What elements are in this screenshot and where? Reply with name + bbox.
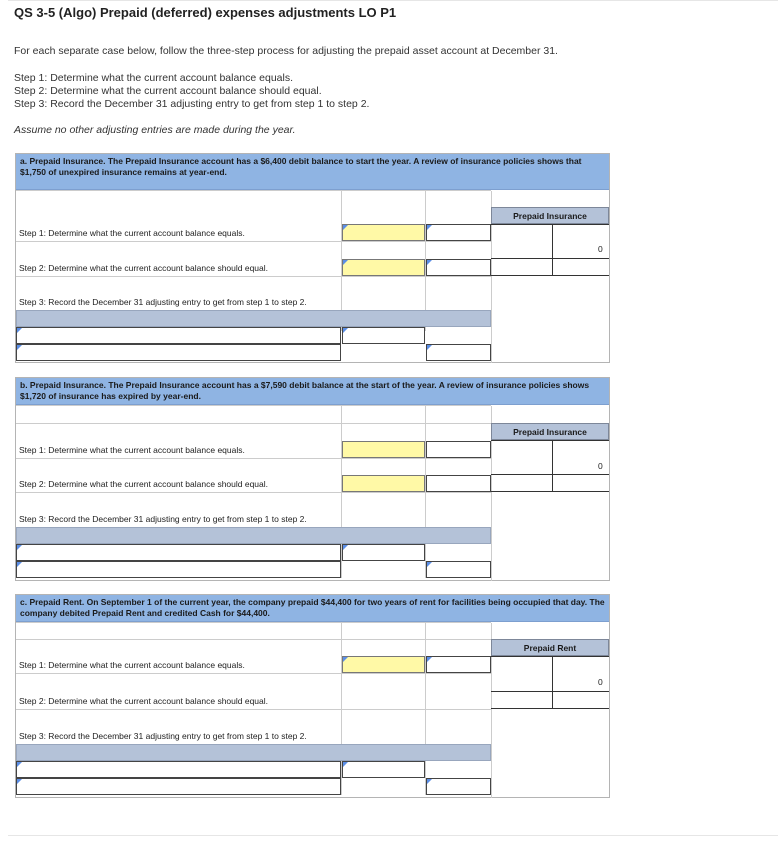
bottom-divider xyxy=(8,835,778,836)
assumption-note: Assume no other adjusting entries are made during the year. xyxy=(14,124,296,136)
section-a-journal-header-row xyxy=(16,310,491,327)
section-b-step-1-account-input[interactable] xyxy=(426,441,491,458)
section-a-journal-account-1[interactable] xyxy=(16,327,341,344)
section-c-step-3-label: Step 3: Record the December 31 adjusting entry to get from step 1 to step 2. xyxy=(19,730,307,741)
section-a-header: a. Prepaid Insurance. The Prepaid Insurance account has a $6,400 debit balance to start the year. A review of insurance policies shows that $1,750 of unexpired insurance remains at year-end. xyxy=(16,154,609,190)
section-c-header: c. Prepaid Rent. On September 1 of the current year, the company prepaid $44,400 for two years of rent for facilities being occupied that day. The company debited Prepaid Rent and credited Cash for $44,400. xyxy=(16,595,609,622)
section-a-t-account-balance: 0 xyxy=(598,244,603,254)
top-divider xyxy=(8,0,778,1)
instruction-text: For each separate case below, follow the three-step process for adjusting the prepaid asset account at December 31. xyxy=(14,45,558,57)
page-title: QS 3-5 (Algo) Prepaid (deferred) expenses adjustments LO P1 xyxy=(14,5,397,20)
section-b-step-1-input[interactable] xyxy=(342,441,425,458)
section-b-journal-amount-1[interactable] xyxy=(342,544,425,561)
section-a-journal-amount-2[interactable] xyxy=(426,344,491,361)
section-b-step-1-label: Step 1: Determine what the current account balance equals. xyxy=(19,444,245,455)
section-c-step-1-account-input[interactable] xyxy=(426,656,491,673)
section-b-step-2-label: Step 2: Determine what the current account balance should equal. xyxy=(19,478,269,489)
section-c-journal-amount-2[interactable] xyxy=(426,778,491,795)
section-a-step-2-input[interactable] xyxy=(342,259,425,276)
section-b-journal-amount-2[interactable] xyxy=(426,561,491,578)
section-a-journal-amount-1[interactable] xyxy=(342,327,425,344)
section-b-header: b. Prepaid Insurance. The Prepaid Insurance account has a $7,590 debit balance at the start of the year. A review of insurance policies shows $1,720 of insurance has expired by year-end. xyxy=(16,378,609,405)
section-a-step-3-label: Step 3: Record the December 31 adjusting entry to get from step 1 to step 2. xyxy=(19,296,307,307)
section-a-step-1-input[interactable] xyxy=(342,224,425,241)
section-a-t-account-title: Prepaid Insurance xyxy=(491,207,609,224)
intro-step-2: Step 2: Determine what the current account balance should equal. xyxy=(14,85,322,97)
section-b-t-account-balance: 0 xyxy=(598,461,603,471)
intro-step-3: Step 3: Record the December 31 adjusting entry to get from step 1 to step 2. xyxy=(14,98,370,110)
section-a-journal-account-2[interactable] xyxy=(16,344,341,361)
section-c-journal-header-row xyxy=(16,744,491,761)
section-b-step-2-account-input[interactable] xyxy=(426,475,491,492)
section-b-journal-account-1[interactable] xyxy=(16,544,341,561)
section-b-step-2-input[interactable] xyxy=(342,475,425,492)
section-a-step-1-label: Step 1: Determine what the current account balance equals. xyxy=(19,227,245,238)
section-a-step-1-account-input[interactable] xyxy=(426,224,491,241)
section-a-step-2-label: Step 2: Determine what the current account balance should equal. xyxy=(19,262,269,273)
section-a-step-2-account-input[interactable] xyxy=(426,259,491,276)
section-c-t-account-balance: 0 xyxy=(598,677,603,687)
section-b-step-3-label: Step 3: Record the December 31 adjusting entry to get from step 1 to step 2. xyxy=(19,513,307,524)
section-c-step-1-label: Step 1: Determine what the current account balance equals. xyxy=(19,659,245,670)
intro-step-1: Step 1: Determine what the current account balance equals. xyxy=(14,72,293,84)
section-c-step-1-input[interactable] xyxy=(342,656,425,673)
section-c-step-2-label: Step 2: Determine what the current account balance should equal. xyxy=(19,695,269,706)
section-c-journal-amount-1[interactable] xyxy=(342,761,425,778)
section-c-journal-account-1[interactable] xyxy=(16,761,341,778)
section-c-journal-account-2[interactable] xyxy=(16,778,341,795)
section-b-journal-header-row xyxy=(16,527,491,544)
section-c-t-account-title: Prepaid Rent xyxy=(491,639,609,656)
section-b-journal-account-2[interactable] xyxy=(16,561,341,578)
section-b-t-account-title: Prepaid Insurance xyxy=(491,423,609,440)
